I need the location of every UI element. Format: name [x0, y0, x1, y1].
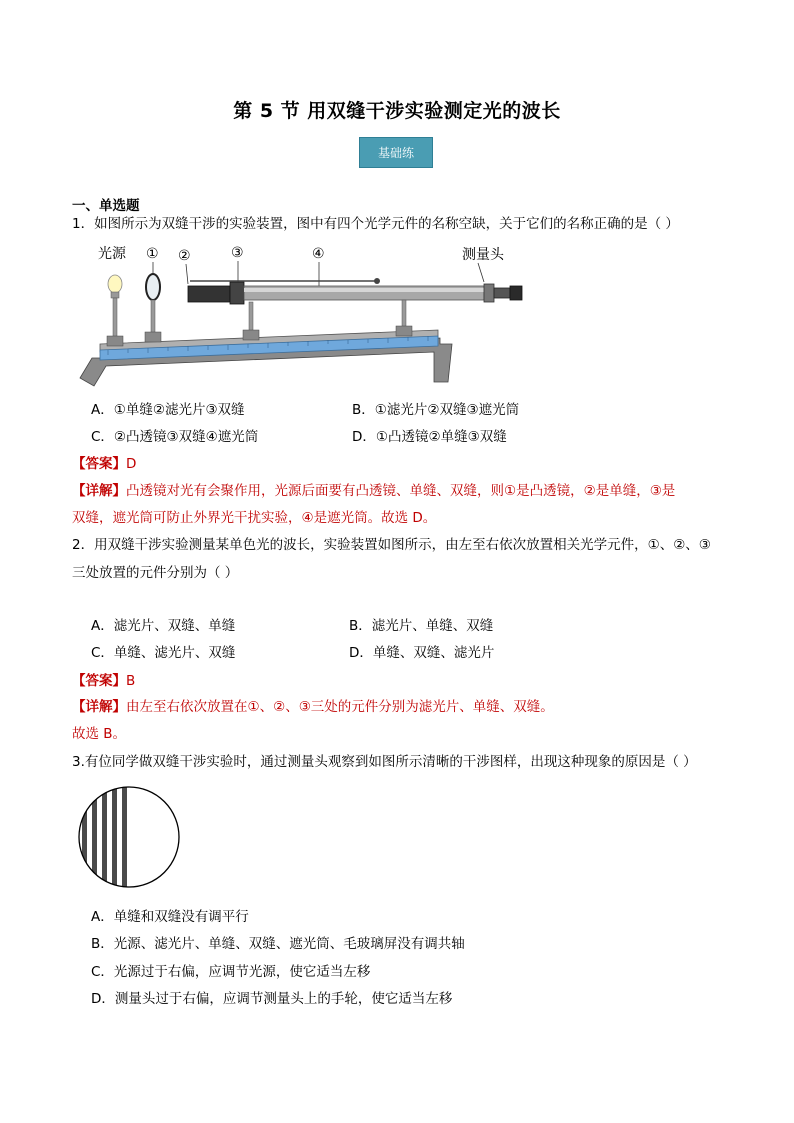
label-c2: ② — [178, 248, 191, 264]
q3-option-c: C．光源过于右偏，应调节光源，使它适当左移 — [91, 964, 371, 980]
q2-stem-line1: 2．用双缝干涉实验测量某单色光的波长，实验装置如图所示，由左至右依次放置相关光学元件，①、②、③ — [72, 537, 711, 553]
answer-label: 【答案】 — [72, 456, 126, 472]
label-light-source: 光源 — [98, 246, 126, 262]
q2-detail-line2: 故选 B。 — [72, 726, 127, 742]
q1-option-b: B．①滤光片②双缝③遮光筒 — [352, 402, 520, 418]
q3-fringe-pattern-figure — [76, 784, 182, 890]
q2-option-b: B．滤光片、单缝、双缝 — [349, 618, 494, 634]
fringe-dark — [112, 784, 117, 890]
q1-option-c: C．②凸透镜③双缝④遮光筒 — [91, 429, 259, 445]
level-badge: 基础练 — [359, 137, 433, 168]
q2-option-c: C．单缝、滤光片、双缝 — [91, 645, 236, 661]
fringe-dark — [102, 784, 107, 890]
label-c4: ④ — [312, 246, 325, 262]
q3-stem: 3.有位同学做双缝干涉实验时，通过测量头观察到如图所示清晰的干涉图样，出现这种现象的原因是（ ） — [72, 754, 697, 770]
q2-stem-line2: 三处放置的元件分别为（ ） — [72, 565, 239, 581]
q2-option-a: A．滤光片、双缝、单缝 — [91, 618, 236, 634]
q2-option-d: D．单缝、双缝、滤光片 — [349, 645, 495, 661]
detail-label: 【详解】 — [72, 699, 126, 715]
q1-stem: 1．如图所示为双缝干涉的实验装置，图中有四个光学元件的名称空缺，关于它们的名称正确的是（ ） — [72, 216, 679, 232]
light-bulb-icon — [107, 275, 123, 346]
section-heading: 一、单选题 — [72, 198, 140, 214]
detail-label: 【详解】 — [72, 483, 126, 499]
page-title: 第 5 节 用双缝干涉实验测定光的波长 — [233, 100, 561, 122]
q1-detail-line1 — [72, 481, 675, 501]
answer-value: B — [126, 673, 136, 689]
fringe-dark — [122, 784, 127, 890]
label-measuring-head: 测量头 — [462, 247, 504, 263]
lens-icon — [145, 274, 161, 342]
label-c1: ① — [146, 246, 159, 262]
fringe-dark — [82, 784, 87, 890]
q3-option-d: D．测量头过于右偏，应调节测量头上的手轮，使它适当左移 — [91, 991, 453, 1007]
q2-detail-line1 — [72, 697, 554, 717]
q1-detail-line2: 双缝，遮光筒可防止外界光干扰实验，④是遮光筒。故选 D。 — [72, 510, 437, 526]
detail-text: 由左至右依次放置在①、②、③三处的元件分别为滤光片、单缝、双缝。 — [126, 699, 554, 715]
q3-option-a: A．单缝和双缝没有调平行 — [91, 909, 249, 925]
answer-label: 【答案】 — [72, 673, 126, 689]
q3-option-b: B．光源、滤光片、单缝、双缝、遮光筒、毛玻璃屏没有调共轴 — [91, 936, 465, 952]
q1-option-d: D．①凸透镜②单缝③双缝 — [352, 429, 507, 445]
detail-text: 凸透镜对光有会聚作用，光源后面要有凸透镜、单缝、双缝，则①是凸透镜，②是单缝，③是 — [126, 483, 676, 499]
shade-tube — [188, 278, 522, 304]
q1-option-a: A．①单缝②滤光片③双缝 — [91, 402, 245, 418]
q1-apparatus-figure — [78, 240, 533, 388]
q2-answer — [72, 671, 135, 691]
q1-answer — [72, 454, 136, 474]
label-c3: ③ — [231, 245, 244, 261]
answer-value: D — [126, 456, 137, 472]
